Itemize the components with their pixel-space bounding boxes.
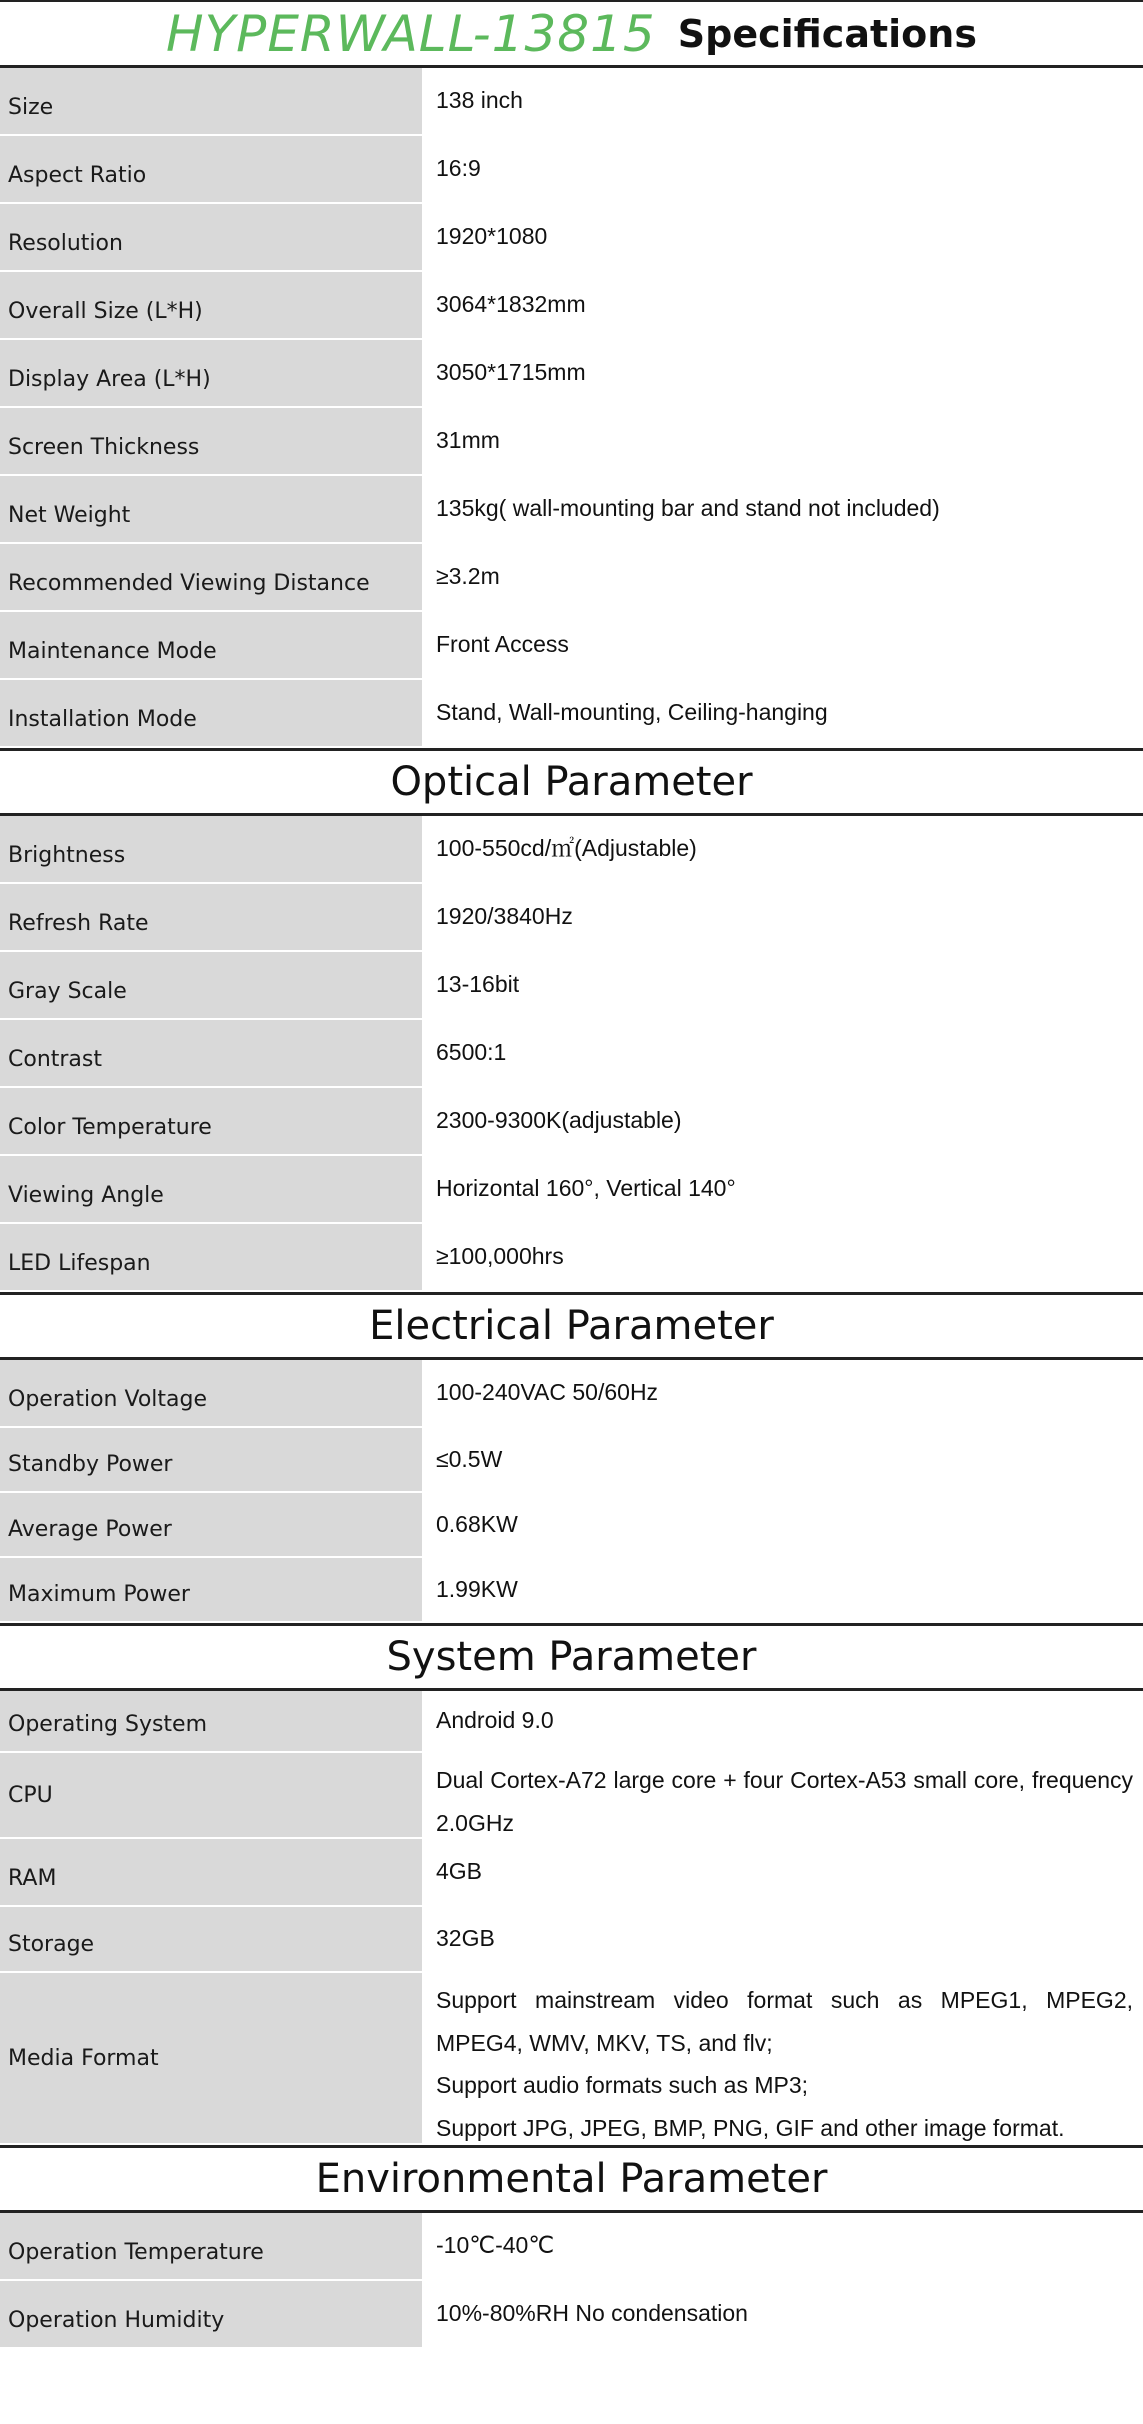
spec-label: LED Lifespan <box>0 1224 422 1290</box>
spec-row <box>0 1753 1143 1839</box>
spec-label: Aspect Ratio <box>0 136 422 202</box>
spec-value: 0.68KW <box>422 1493 1143 1556</box>
spec-row <box>0 544 1143 612</box>
spec-label: Viewing Angle <box>0 1156 422 1222</box>
section-heading-environmental: Environmental Parameter <box>0 2145 1143 2213</box>
spec-row <box>0 68 1143 136</box>
media-format-line: Support JPG, JPEG, BMP, PNG, GIF and other image format. <box>436 2114 1065 2141</box>
spec-label: Operation Voltage <box>0 1360 422 1426</box>
spec-row <box>0 1493 1143 1558</box>
spec-row <box>0 476 1143 544</box>
spec-label: Storage <box>0 1907 422 1971</box>
spec-value: 32GB <box>422 1907 1143 1971</box>
spec-row <box>0 1839 1143 1907</box>
spec-value: 31mm <box>422 408 1143 474</box>
spec-row <box>0 1020 1143 1088</box>
spec-row <box>0 1973 1143 2145</box>
spec-label: Media Format <box>0 1973 422 2143</box>
spec-value: ≥100,000hrs <box>422 1224 1143 1290</box>
spec-label: Average Power <box>0 1493 422 1556</box>
spec-value: Front Access <box>422 612 1143 678</box>
spec-value: Horizontal 160°, Vertical 140° <box>422 1156 1143 1222</box>
media-format-line: Support mainstream video format such as MPEG1, MPEG2, MPEG4, WMV, MKV, TS, and flv; <box>436 1987 1133 2056</box>
spec-value: 16:9 <box>422 136 1143 202</box>
system-table <box>0 1691 1143 2145</box>
spec-value: 2300-9300K(adjustable) <box>422 1088 1143 1154</box>
spec-label: RAM <box>0 1839 422 1905</box>
spec-label: Contrast <box>0 1020 422 1086</box>
spec-row <box>0 340 1143 408</box>
section-heading-system: System Parameter <box>0 1623 1143 1691</box>
spec-label: Overall Size (L*H) <box>0 272 422 338</box>
spec-value: Android 9.0 <box>422 1691 1143 1751</box>
spec-value: 10%-80%RH No condensation <box>422 2281 1143 2347</box>
spec-label: Standby Power <box>0 1428 422 1491</box>
spec-value: 1.99KW <box>422 1558 1143 1621</box>
optical-table <box>0 816 1143 1292</box>
spec-row <box>0 884 1143 952</box>
spec-row <box>0 952 1143 1020</box>
spec-row <box>0 680 1143 748</box>
section-heading-optical: Optical Parameter <box>0 748 1143 816</box>
spec-value: 138 inch <box>422 68 1143 134</box>
spec-label: Operation Humidity <box>0 2281 422 2347</box>
spec-label: CPU <box>0 1753 422 1837</box>
spec-row <box>0 272 1143 340</box>
media-format-line: Support audio formats such as MP3; <box>436 2072 809 2099</box>
title-suffix: Specifications <box>677 11 977 56</box>
spec-label: Installation Mode <box>0 680 422 746</box>
spec-label: Maintenance Mode <box>0 612 422 678</box>
spec-value: 100-550cd/㎡(Adjustable) <box>422 816 1143 882</box>
spec-label: Operation Temperature <box>0 2213 422 2279</box>
spec-row <box>0 136 1143 204</box>
environmental-table <box>0 2213 1143 2349</box>
electrical-table <box>0 1360 1143 1623</box>
spec-row <box>0 1907 1143 1973</box>
section-heading-electrical: Electrical Parameter <box>0 1292 1143 1360</box>
spec-value: 100-240VAC 50/60Hz <box>422 1360 1143 1426</box>
sheet-title <box>0 0 1143 68</box>
spec-row <box>0 1088 1143 1156</box>
spec-row <box>0 612 1143 680</box>
spec-row <box>0 1558 1143 1623</box>
spec-row <box>0 1156 1143 1224</box>
spec-value: 4GB <box>422 1839 1143 1905</box>
spec-value: Stand, Wall-mounting, Ceiling-hanging <box>422 680 1143 746</box>
spec-label: Resolution <box>0 204 422 270</box>
spec-label: Operating System <box>0 1691 422 1751</box>
spec-row <box>0 408 1143 476</box>
spec-label: Screen Thickness <box>0 408 422 474</box>
spec-value: 1920*1080 <box>422 204 1143 270</box>
spec-label: Recommended Viewing Distance <box>0 544 422 610</box>
spec-value: 3050*1715mm <box>422 340 1143 406</box>
spec-value: -10℃-40℃ <box>422 2213 1143 2279</box>
spec-row <box>0 1360 1143 1428</box>
spec-label: Display Area (L*H) <box>0 340 422 406</box>
spec-row <box>0 1691 1143 1753</box>
spec-row <box>0 1224 1143 1292</box>
spec-row <box>0 816 1143 884</box>
spec-label: Brightness <box>0 816 422 882</box>
spec-row <box>0 2213 1143 2281</box>
spec-label: Maximum Power <box>0 1558 422 1621</box>
spec-value: 13-16bit <box>422 952 1143 1018</box>
spec-label: Net Weight <box>0 476 422 542</box>
spec-value: ≤0.5W <box>422 1428 1143 1491</box>
spec-value: ≥3.2m <box>422 544 1143 610</box>
spec-value: Dual Cortex-A72 large core + four Cortex-A53 small core, frequency 2.0GHz <box>422 1753 1143 1837</box>
spec-value: 6500:1 <box>422 1020 1143 1086</box>
spec-label: Size <box>0 68 422 134</box>
spec-row <box>0 2281 1143 2349</box>
general-table <box>0 68 1143 748</box>
spec-value: 3064*1832mm <box>422 272 1143 338</box>
spec-label: Gray Scale <box>0 952 422 1018</box>
spec-value <box>422 1973 1143 2143</box>
spec-label: Refresh Rate <box>0 884 422 950</box>
spec-value: 135kg( wall-mounting bar and stand not included) <box>422 476 1143 542</box>
spec-label: Color Temperature <box>0 1088 422 1154</box>
spec-row <box>0 204 1143 272</box>
spec-value: 1920/3840Hz <box>422 884 1143 950</box>
model-name: HYPERWALL-13815 <box>166 4 656 63</box>
spec-row <box>0 1428 1143 1493</box>
